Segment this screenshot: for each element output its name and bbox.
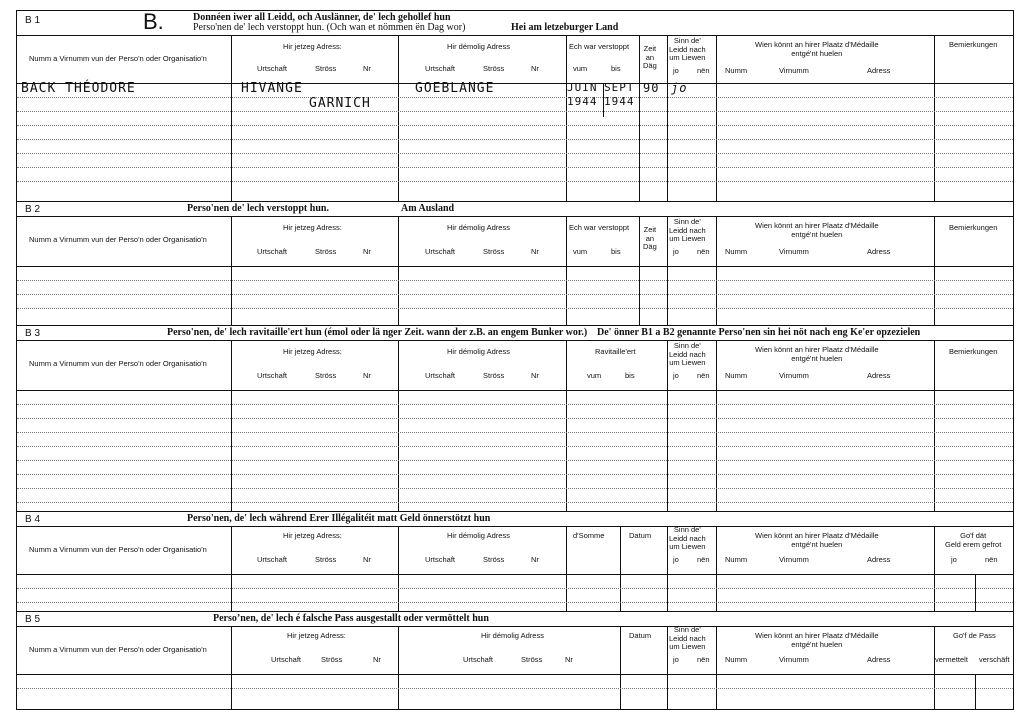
section-b4-title: Perso'nen, de' lech während Erer Illégalitéit matt Geld önnerstötzt hun: [187, 513, 491, 524]
section-code: B 4: [25, 514, 41, 525]
name-col-label: Numm a Virnumm vun der Perso'n oder Organisatio'n: [29, 359, 207, 368]
town-label: Urtschaft: [271, 655, 302, 664]
section-b5-rows: [17, 674, 1013, 710]
town-label: Urtschaft: [257, 247, 288, 256]
medal-name-label: Numm: [725, 555, 748, 564]
section-b1-title-bar: [17, 11, 1013, 36]
entry-to-year: 1944: [604, 95, 635, 108]
name-col-label: Numm a Virnumm vun der Perso'n oder Organisatio'n: [29, 235, 207, 244]
section-b2-header: [17, 216, 1013, 267]
harm-label: Sinn de' Leidd nach um Liewen: [669, 525, 706, 552]
to-label: bis: [611, 247, 621, 256]
medal-firstname-label: Virnumm: [779, 655, 809, 664]
street-label: Ströss: [483, 555, 505, 564]
street-label: Ströss: [315, 555, 337, 564]
section-b2: [17, 201, 1013, 326]
current-address-label: Hir jetzeg Adress:: [283, 531, 342, 540]
from-label: vum: [573, 247, 588, 256]
street-label: Ströss: [521, 655, 543, 664]
yes-label: jo: [673, 66, 679, 75]
medal-name-label: Numm: [725, 655, 748, 664]
name-col-label: Numm a Virnumm vun der Perso'n oder Organisatio'n: [29, 54, 207, 63]
yes-label: jo: [673, 371, 679, 380]
hidden-label: Ech war verstoppt: [569, 42, 630, 51]
yes-label: jo: [673, 247, 679, 256]
former-address-label: Hir démolig Adress: [481, 631, 544, 640]
name-col-label: Numm a Virnumm vun der Perso'n oder Organisatio'n: [29, 545, 207, 554]
harm-label: Sinn de' Leidd nach um Liewen: [669, 217, 706, 244]
yes-label: jo: [673, 655, 679, 664]
medal-firstname-label: Virnumm: [779, 66, 809, 75]
section-b1-header: [17, 35, 1013, 84]
form-title-line1: Donnéen iwer all Leidd, och Auslänner, de' lech gehollef hun: [193, 12, 451, 23]
to-label: bis: [611, 64, 621, 73]
section-b5-title: Persoʼnen, de' lech é falsche Pass ausgestallt oder vermöttelt hun: [213, 613, 489, 624]
section-b3-rows: [17, 390, 1013, 512]
resistance-form: [16, 10, 1014, 710]
arranged-label: vermettelt: [935, 655, 968, 664]
supplied-label: Ravitaille'ert: [595, 347, 636, 356]
medal-firstname-label: Virnumm: [779, 371, 809, 380]
nr-label: Nr: [363, 247, 371, 256]
former-address-label: Hir démolig Adress: [447, 347, 510, 356]
section-b4-title-bar: [17, 512, 1013, 527]
nr-label: Nr: [363, 64, 371, 73]
nr-label: Nr: [531, 64, 539, 73]
town-label: Urtschaft: [425, 64, 456, 73]
harm-label: Sinn de' Leidd nach um Liewen: [669, 341, 706, 368]
section-b5-header: [17, 626, 1013, 675]
no-label: nën: [697, 371, 710, 380]
current-address-label: Hir jetzeg Adress:: [283, 223, 342, 232]
medal-name-label: Numm: [725, 371, 748, 380]
section-code: B 5: [25, 614, 41, 625]
section-b3: [17, 325, 1013, 512]
section-b4: [17, 511, 1013, 612]
street-label: Ströss: [321, 655, 343, 664]
pass-label: Go'f de Pass: [953, 631, 996, 640]
town-label: Urtschaft: [425, 555, 456, 564]
section-b3-title: Perso'nen, de' lech ravitaille'ert hun (émol oder lä nger Zeit. wann der z.B. an engem Bunker wor.): [167, 327, 588, 338]
from-label: vum: [587, 371, 602, 380]
street-label: Ströss: [483, 247, 505, 256]
street-label: Ströss: [315, 371, 337, 380]
medal-firstname-label: Virnumm: [779, 555, 809, 564]
issued-label: verschäft: [979, 655, 1010, 664]
nr-label: Nr: [373, 655, 381, 664]
medal-label: Wien könnt an hirer Plaatz d'Médaille entgé'nt huelen: [755, 631, 879, 649]
medal-address-label: Adress: [867, 247, 891, 256]
harm-label: Sinn de' Leidd nach um Liewen: [669, 625, 706, 652]
section-code: B 1: [25, 15, 41, 26]
medal-address-label: Adress: [867, 655, 891, 664]
medal-label: Wien könnt an hirer Plaatz d'Médaille entgé'nt huelen: [755, 531, 879, 549]
date-label: Datum: [629, 531, 652, 540]
harm-label: Sinn de' Leidd nach um Liewen: [669, 36, 706, 63]
entry-from-month: JUIN: [567, 81, 598, 94]
hidden-label: Ech war verstoppt: [569, 223, 630, 232]
entry-street: GARNICH: [309, 96, 371, 111]
section-b2-where: Am Ausland: [401, 203, 455, 214]
medal-address-label: Adress: [867, 555, 891, 564]
section-b3-header: [17, 340, 1013, 391]
entry-from-year: 1944: [567, 95, 598, 108]
remarks-label: Bemierkungen: [949, 223, 998, 232]
section-b4-header: [17, 526, 1013, 575]
street-label: Ströss: [483, 64, 505, 73]
nr-label: Nr: [531, 555, 539, 564]
nr-label: Nr: [531, 371, 539, 380]
entry-name: BACK THÉODORE: [21, 81, 136, 96]
no-label: nën: [697, 247, 710, 256]
from-label: vum: [573, 64, 588, 73]
nr-label: Nr: [565, 655, 573, 664]
section-code: B 3: [25, 328, 41, 339]
name-col-label: Numm a Virnumm vun der Perso'n oder Organisatio'n: [29, 645, 207, 654]
time-label: Zeit an Däg: [643, 225, 657, 252]
remarks-label: Bemierkungen: [949, 347, 998, 356]
section-code: B 2: [25, 204, 41, 215]
section-b3-title-bar: [17, 326, 1013, 341]
money-returned-label: Go'f dät Geld erem gefrot: [945, 531, 1002, 549]
former-address-label: Hir démolig Adress: [447, 531, 510, 540]
yes-label: jo: [673, 555, 679, 564]
current-address-label: Hir jetzeg Adress:: [287, 631, 346, 640]
medal-name-label: Numm: [725, 247, 748, 256]
time-label: Zeit an Däg: [643, 44, 657, 71]
street-label: Ströss: [315, 64, 337, 73]
section-b2-rows: [17, 266, 1013, 326]
entry-to-month: SEPT: [604, 81, 635, 94]
medal-label: Wien könnt an hirer Plaatz d'Médaille entgé'nt huelen: [755, 221, 879, 239]
form-letter: B.: [143, 9, 164, 34]
nr-label: Nr: [531, 247, 539, 256]
no-label: nën: [697, 655, 710, 664]
section-b2-title-bar: [17, 202, 1013, 217]
nr-label: Nr: [363, 371, 371, 380]
entry-former: GOEBLANGE: [415, 81, 495, 96]
section-b5-title-bar: [17, 612, 1013, 627]
former-address-label: Hir démolig Adress: [447, 42, 510, 51]
medal-address-label: Adress: [867, 66, 891, 75]
section-b5: [17, 611, 1013, 712]
street-label: Ströss: [483, 371, 505, 380]
date-label: Datum: [629, 631, 652, 640]
to-label: bis: [625, 371, 635, 380]
section-b1: [17, 11, 1013, 201]
medal-name-label: Numm: [725, 66, 748, 75]
entry-days: 90: [643, 81, 660, 95]
no-label: nën: [985, 555, 998, 564]
town-label: Urtschaft: [425, 371, 456, 380]
sum-label: d'Somme: [573, 531, 605, 540]
form-title-line2: Perso'nen de' lech verstoppt hun. (Och wan et nömmen ën Dag wor): [193, 22, 466, 33]
town-label: Urtschaft: [257, 64, 288, 73]
medal-label: Wien könnt an hirer Plaatz d'Médaille entgé'nt huelen: [755, 40, 879, 58]
entry-town: HIVANGE: [241, 81, 303, 96]
current-address-label: Hir jetzeg Adress:: [283, 42, 342, 51]
town-label: Urtschaft: [257, 371, 288, 380]
town-label: Urtschaft: [425, 247, 456, 256]
section-b3-note: De' önner B1 a B2 genannte Perso'nen sin hei nöt nach eng Ke'er opzezielen: [597, 327, 921, 338]
section-b4-rows: [17, 574, 1013, 612]
section-b2-title: Perso'nen de' lech verstoppt hun.: [187, 203, 329, 214]
remarks-label: Bemierkungen: [949, 40, 998, 49]
medal-label: Wien könnt an hirer Plaatz d'Médaille entgé'nt huelen: [755, 345, 879, 363]
former-address-label: Hir démolig Adress: [447, 223, 510, 232]
street-label: Ströss: [315, 247, 337, 256]
current-address-label: Hir jetzeg Adress:: [283, 347, 342, 356]
no-label: nën: [697, 555, 710, 564]
medal-address-label: Adress: [867, 371, 891, 380]
section-b1-rows: [17, 83, 1013, 201]
form-title-land: Hei am letzeburger Land: [511, 22, 619, 33]
yes-label: jo: [951, 555, 957, 564]
medal-firstname-label: Virnumm: [779, 247, 809, 256]
nr-label: Nr: [363, 555, 371, 564]
entry-alive-yes: jo: [671, 81, 688, 95]
town-label: Urtschaft: [463, 655, 494, 664]
no-label: nën: [697, 66, 710, 75]
town-label: Urtschaft: [257, 555, 288, 564]
